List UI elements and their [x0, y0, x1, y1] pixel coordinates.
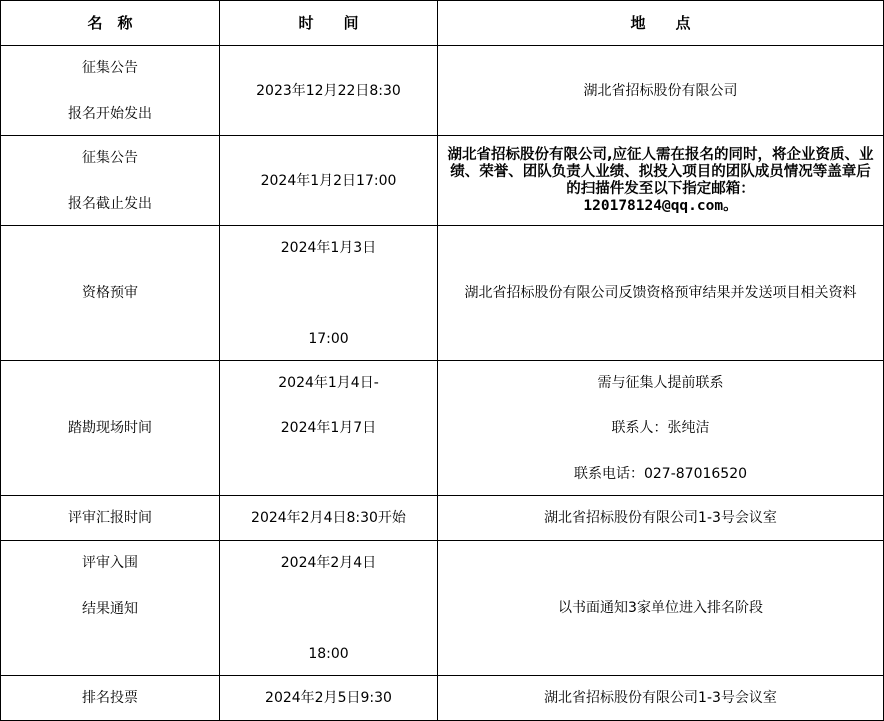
contact-email: 120178124@qq.com。 [583, 197, 738, 214]
row-place-cell [438, 541, 884, 676]
row-name-line: 排名投票 [82, 690, 138, 706]
table-row [1, 226, 884, 361]
row-name-cell [1, 136, 220, 226]
contact-person: 联系人：张纯洁 [611, 420, 710, 436]
row-name-line: 踏勘现场时间 [68, 420, 152, 436]
row-time-line: 2023年12月22日8:30 [256, 82, 401, 99]
table-row [1, 541, 884, 676]
row-name-line: 评审入围 [82, 555, 138, 571]
row-time-cell [220, 496, 438, 541]
row-name-cell [1, 676, 220, 721]
table-row [1, 676, 884, 721]
row-name-cell [1, 541, 220, 676]
row-place-line: 湖北省招标股份有限公司1-3号会议室 [544, 690, 777, 706]
row-time-line: 18:00 [308, 645, 349, 662]
row-name-line: 评审汇报时间 [68, 510, 152, 526]
row-time-cell [220, 226, 438, 361]
header-place: 地 点 [438, 1, 884, 46]
header-time: 时 间 [220, 1, 438, 46]
row-place-cell [438, 46, 884, 136]
row-place-line: 湖北省招标股份有限公司反馈资格预审结果并发送项目相关资料 [464, 285, 857, 301]
row-name-line: 结果通知 [82, 601, 138, 617]
row-place-cell [438, 676, 884, 721]
row-time-line: 2024年1月7日 [280, 419, 377, 436]
row-time-line: 17:00 [308, 330, 349, 347]
row-time-cell [220, 676, 438, 721]
table-row [1, 361, 884, 496]
header-name: 名 称 [1, 1, 220, 46]
row-name-cell [1, 496, 220, 541]
row-place-line: 湖北省招标股份有限公司1-3号会议室 [544, 510, 777, 526]
row-time-line: 2024年1月3日 [280, 239, 377, 256]
row-name-cell [1, 46, 220, 136]
row-place-line: 湖北省招标股份有限公司 [583, 82, 738, 99]
header-row [1, 1, 884, 46]
table-row [1, 136, 884, 226]
row-time-line: 2024年1月4日- [278, 374, 379, 391]
row-time-cell [220, 136, 438, 226]
row-name-cell [1, 361, 220, 496]
row-time-cell [220, 541, 438, 676]
row-time-line: 2024年2月4日8:30开始 [251, 510, 406, 526]
table-row [1, 46, 884, 136]
row-place-line: 需与征集人提前联系 [597, 374, 724, 391]
row-time-line: 2024年2月5日9:30 [265, 690, 392, 706]
row-place-cell [438, 496, 884, 541]
row-place-cell [438, 136, 884, 226]
row-place-line: 湖北省招标股份有限公司,应征人需在报名的同时，将企业资质、业绩、荣誉、团队负责人业绩、拟投入项目的团队成员情况等盖章后的扫描件发至以下指定邮箱： [447, 146, 874, 197]
table-row [1, 496, 884, 541]
row-name-line: 征集公告 [82, 149, 138, 166]
row-place-cell [438, 361, 884, 496]
row-place-cell [438, 226, 884, 361]
row-name-line: 报名截止发出 [68, 195, 152, 212]
row-time-line: 2024年1月2日17:00 [260, 172, 397, 189]
row-name-cell [1, 226, 220, 361]
row-place-line: 以书面通知3家单位进入排名阶段 [558, 600, 763, 616]
row-time-cell [220, 361, 438, 496]
row-name-line: 资格预审 [82, 285, 138, 301]
contact-phone: 联系电话：027-87016520 [573, 465, 748, 482]
row-time-line: 2024年2月4日 [280, 554, 377, 571]
row-name-line: 征集公告 [82, 59, 138, 76]
row-time-cell [220, 46, 438, 136]
row-name-line: 报名开始发出 [68, 105, 152, 122]
